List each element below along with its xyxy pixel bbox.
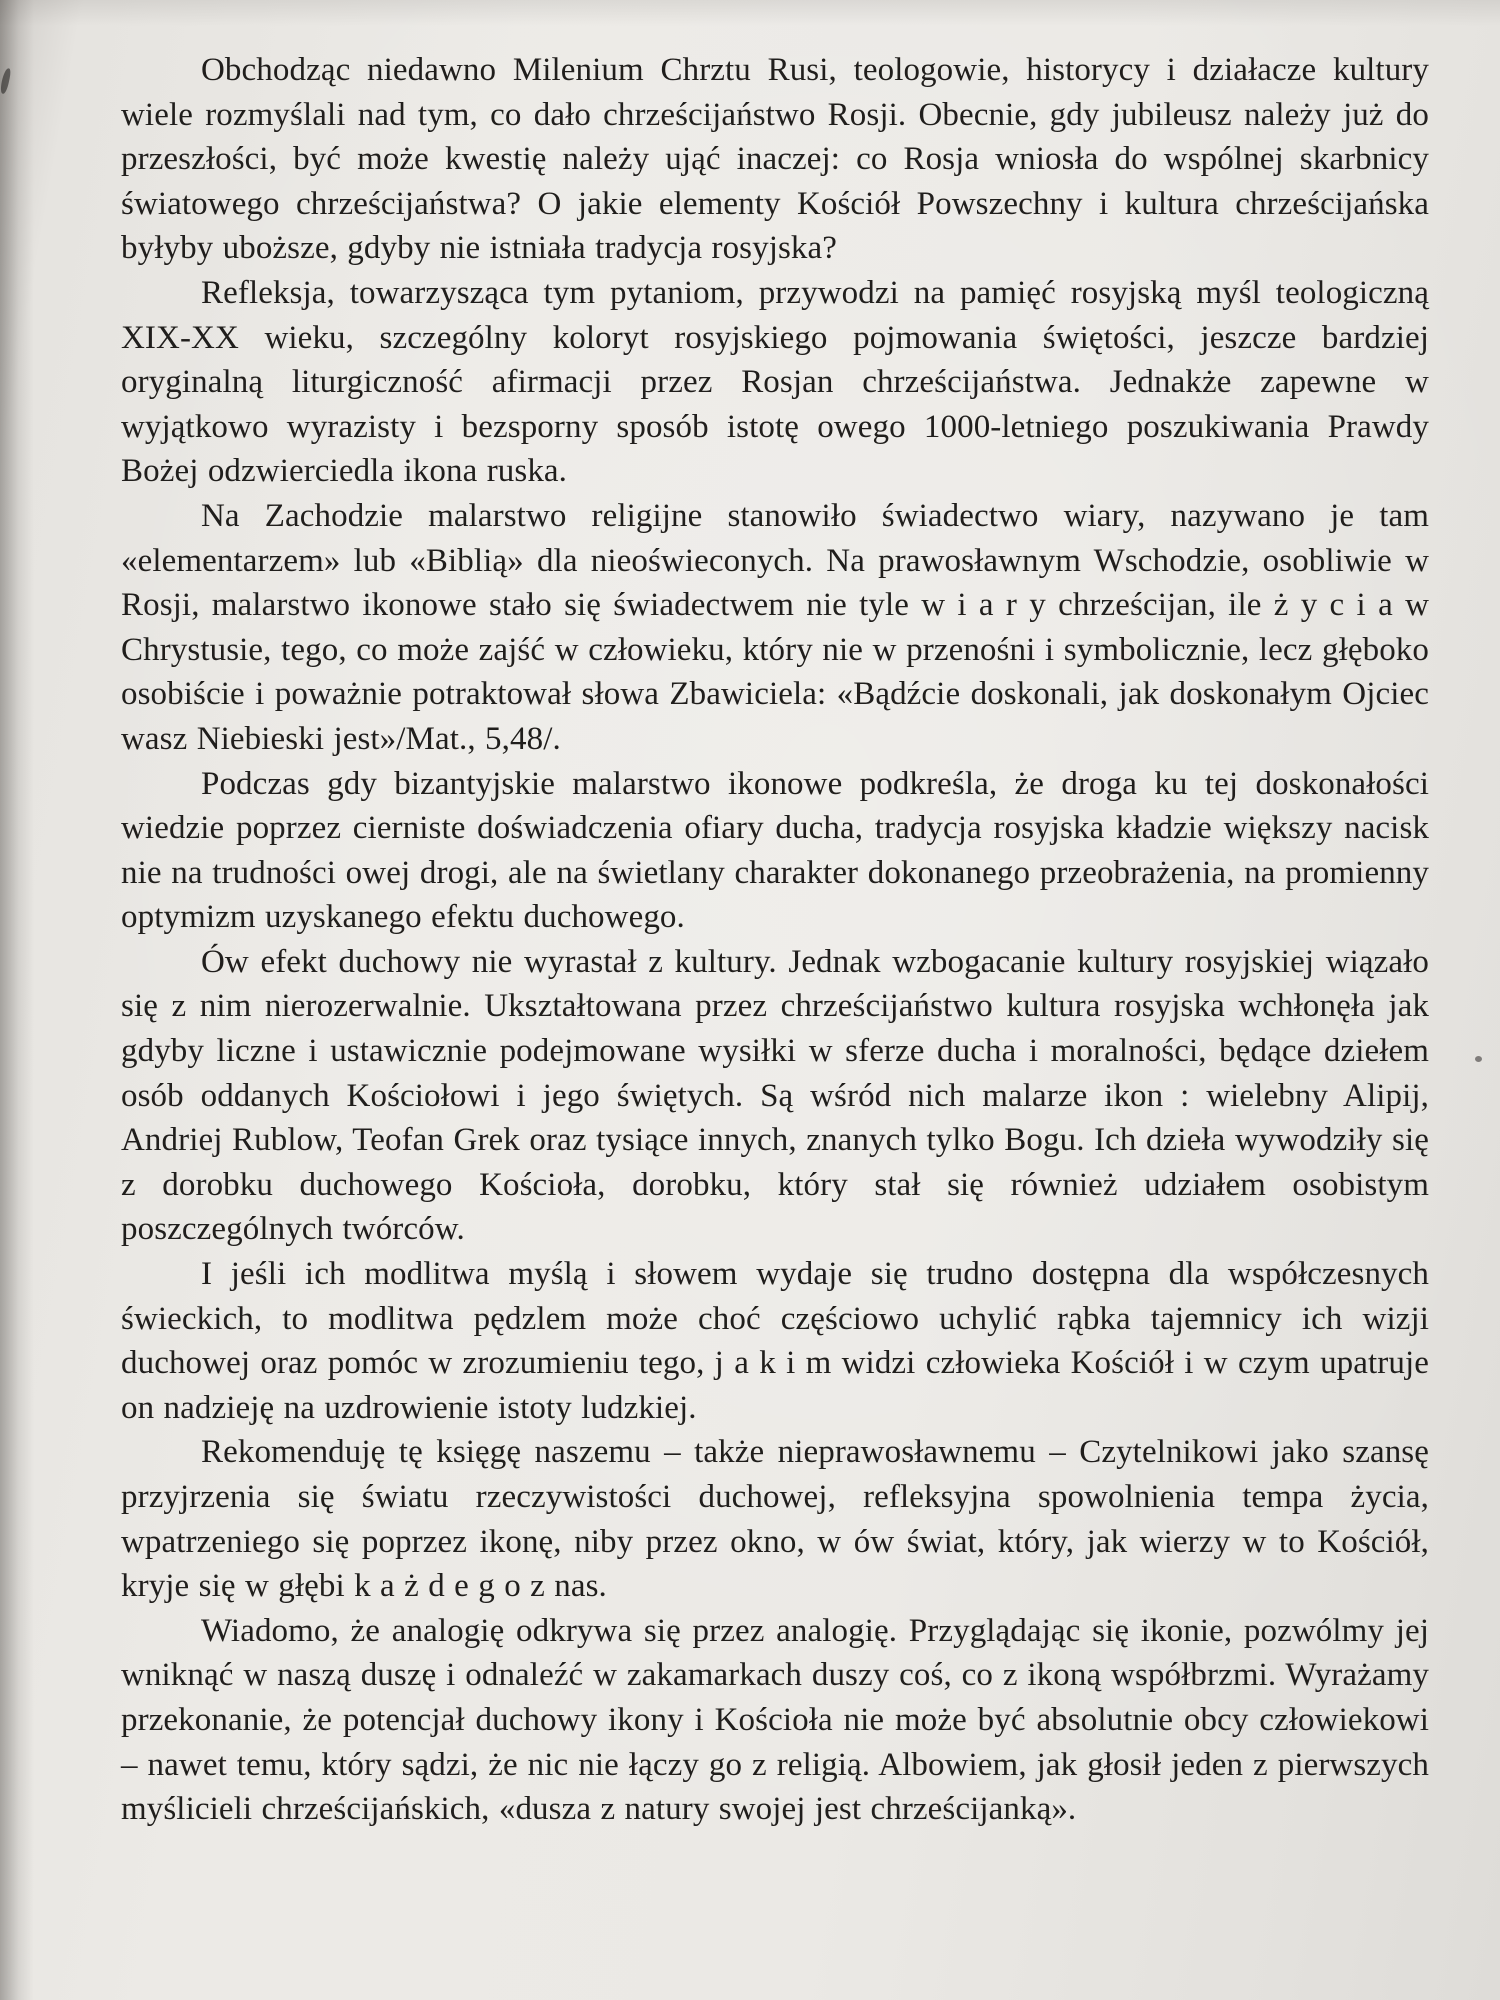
photo-speck bbox=[1475, 1056, 1482, 1062]
paragraph-1: Obchodząc niedawno Milenium Chrztu Rusi, teologowie, historycy i działacze kultury wiele rozmyślali nad tym, co dało chrześcijaństwo Rosji. Obecnie, gdy jubileusz należy już do przeszłości, być może kwestię należy ująć inaczej: co Rosja wniosła do wspólnej skarbnicy światowego chrześcijaństwa? O jakie elementy Kościół Powszechny i kultura chrześcijańska byłyby uboższe, gdyby nie istniała tradycja rosyjska? bbox=[121, 52, 1429, 267]
paragraph-8: Wiadomo, że analogię odkrywa się przez analogię. Przyglądając się ikonie, pozwólmy jej wniknąć w naszą duszę i odnaleźć w zakamarkach duszy coś, co z ikoną współbrzmi. Wyrażamy przekonanie, że potencjał duchowy ikony i Kościoła nie może być absolutnie obcy człowiekowi – nawet temu, który sądzi, że nic nie łączy go z religią. Albowiem, jak głosił jeden z pierwszych myślicieli chrześcijańskich, «dusza z natury swojej jest chrześcijanką». bbox=[121, 1612, 1429, 1828]
paragraph-3: Na Zachodzie malarstwo religijne stanowiło świadectwo wiary, nazywano je tam «elementarzem» lub «Biblią» dla nieoświeconych. Na prawosławnym Wschodzie, osobliwie w Rosji, malarstwo ikonowe stało się świadectwem nie tyle w i a r y chrześcijan, ile ż y c i a w Chrystusie, tego, co może zajść w człowieku, który nie w przenośni i symbolicznie, lecz głęboko osobiście i poważnie potraktował słowa Zbawiciela: «Bądźcie doskonali, jak doskonałym Ojciec wasz Niebieski jest»/Mat., 5,48/. bbox=[121, 497, 1429, 757]
paragraph-2: Refleksja, towarzysząca tym pytaniom, przywodzi na pamięć rosyjską myśl teologiczną XIX-XX wieku, szczególny koloryt rosyjskiego pojmowania świętości, jeszcze bardziej oryginalną liturgiczność afirmacji przez Rosjan chrześcijaństwa. Jednakże zapewne w wyjątkowo wyrazisty i bezsporny sposób istotę owego 1000-letniego poszukiwania Prawdy Bożej odzwierciedla ikona ruska. bbox=[121, 274, 1429, 490]
paragraph-5: Ów efekt duchowy nie wyrastał z kultury. Jednak wzbogacanie kultury rosyjskiej wiązało się z nim nierozerwalnie. Ukształtowana przez chrześcijaństwo kultura rosyjska wchłonęła jak gdyby liczne i ustawicznie podejmowane wysiłki w sferze ducha i moralności, będące dziełem osób oddanych Kościołowi i jego świętych. Są wśród nich malarze ikon : wielebny Alipij, Andriej Rublow, Teofan Grek oraz tysiące innych, znanych tylko Bogu. Ich dzieła wywodziły się z dorobku duchowego Kościoła, dorobku, który stał się również udziałem osobistym poszczególnych twórców. bbox=[121, 943, 1429, 1248]
paragraph-7: Rekomenduję tę księgę naszemu – także nieprawosławnemu – Czytelnikowi jako szansę przyjrzenia się światu rzeczywistości duchowej, refleksyjna spowolnienia tempa życia, wpatrzeniego się poprzez ikonę, niby przez okno, w ów świat, który, jak wierzy w to Kościół, kryje się w głębi k a ż d e g o z nas. bbox=[121, 1434, 1429, 1605]
text-block bbox=[121, 48, 1429, 1832]
paragraph-4: Podczas gdy bizantyjskie malarstwo ikonowe podkreśla, że droga ku tej doskonałości wiedzie poprzez cierniste doświadczenia ofiary ducha, tradycja rosyjska kładzie większy nacisk nie na trudności owej drogi, ale na świetlany charakter dokonanego przeobrażenia, na promienny optymizm uzyskanego efektu duchowego. bbox=[121, 765, 1429, 936]
paragraph-6: I jeśli ich modlitwa myślą i słowem wydaje się trudno dostępna dla współczesnych świeckich, to modlitwa pędzlem może choć częściowo uchylić rąbka tajemnicy ich wizji duchowej oraz pomóc w zrozumieniu tego, j a k i m widzi człowieka Kościół i w czym upatruje on nadzieję na uzdrowienie istoty ludzkiej. bbox=[121, 1256, 1429, 1426]
page-edge-mark bbox=[0, 68, 12, 95]
